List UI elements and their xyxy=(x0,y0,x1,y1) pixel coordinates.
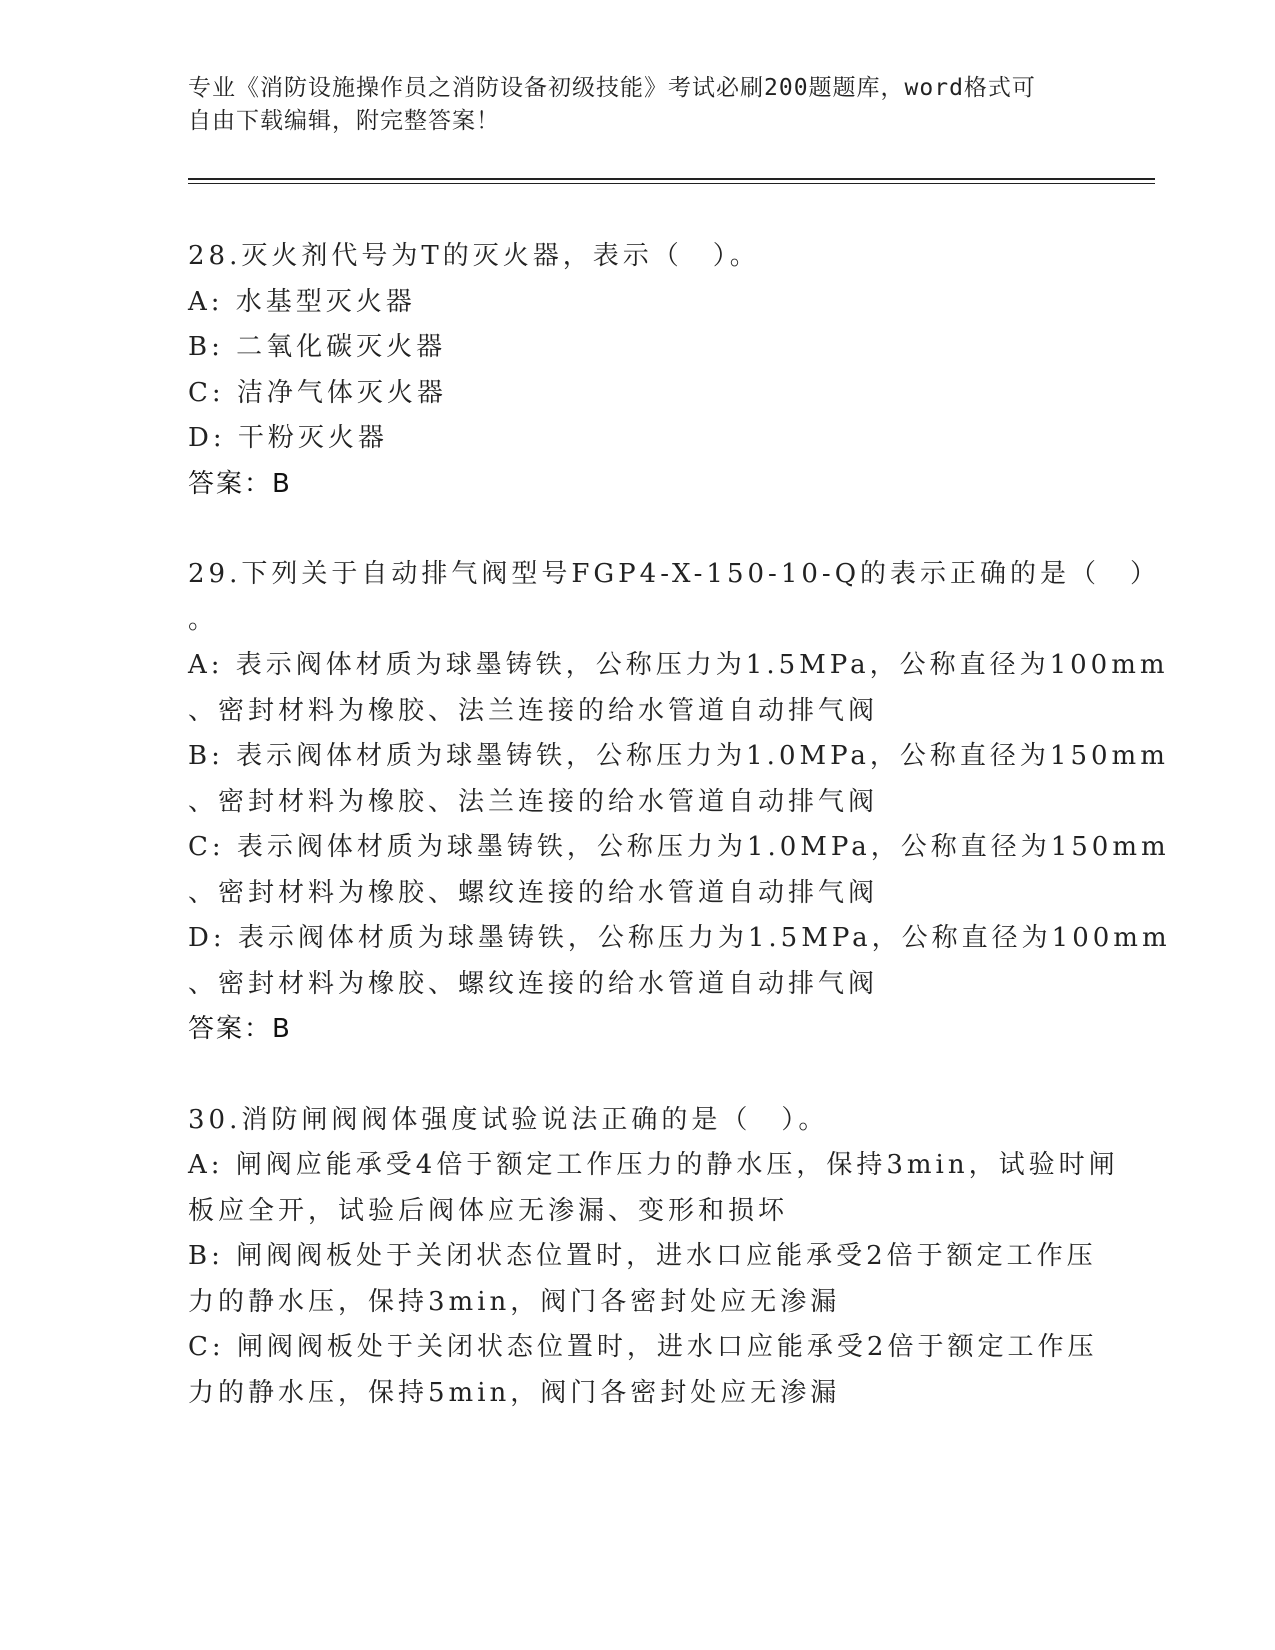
question-list xyxy=(188,234,1171,1416)
option-b: B: 闸阀阀板处于关闭状态位置时，进水口应能承受2倍于额定工作压 xyxy=(188,1241,1097,1271)
option-b: B: 二氧化碳灭火器 xyxy=(188,332,447,362)
option-b-continued: 、密封材料为橡胶、法兰连接的给水管道自动排气阀 xyxy=(188,786,879,817)
option-d: D: 表示阀体材质为球墨铸铁，公称压力为1.5MPa，公称直径为100mm xyxy=(188,923,1171,953)
document-header xyxy=(188,72,1088,138)
question-30 xyxy=(188,1098,1119,1417)
option-c: C: 洁净气体灭火器 xyxy=(188,377,447,408)
question-stem: 29.下列关于自动排气阀型号FGP4-X-150-10-Q的表示正确的是（ ） xyxy=(188,559,1161,589)
option-a-continued: 板应全开，试验后阀体应无渗漏、变形和损坏 xyxy=(188,1195,789,1226)
option-c-continued: 力的静水压，保持5min，阀门各密封处应无渗漏 xyxy=(188,1377,841,1408)
header-title-line-1: 专业《消防设施操作员之消防设备初级技能》考试必刷200题题库，word格式可 xyxy=(188,75,1036,101)
question-stem: 30.消防闸阀阀体强度试验说法正确的是（ ）。 xyxy=(188,1104,829,1135)
option-c-continued: 、密封材料为橡胶、螺纹连接的给水管道自动排气阀 xyxy=(188,877,879,908)
option-a: A: 闸阀应能承受4倍于额定工作压力的静水压，保持3min，试验时闸 xyxy=(188,1150,1119,1180)
option-b: B: 表示阀体材质为球墨铸铁，公称压力为1.0MPa，公称直径为150mm xyxy=(188,741,1169,771)
question-spacer xyxy=(188,507,1088,552)
option-a: A: 水基型灭火器 xyxy=(188,286,416,317)
option-a: A: 表示阀体材质为球墨铸铁，公称压力为1.5MPa，公称直径为100mm xyxy=(188,650,1169,680)
option-d-continued: 、密封材料为橡胶、螺纹连接的给水管道自动排气阀 xyxy=(188,968,879,999)
question-stem: 28.灭火剂代号为T的灭火器，表示（ ）。 xyxy=(188,241,760,271)
question-29 xyxy=(188,552,1171,1053)
header-title-line-2: 自由下载编辑，附完整答案！ xyxy=(188,108,500,134)
option-c: C: 闸阀阀板处于关闭状态位置时，进水口应能承受2倍于额定工作压 xyxy=(188,1332,1098,1362)
header-divider-thin xyxy=(188,183,1155,184)
option-d: D: 干粉灭火器 xyxy=(188,423,388,453)
answer-label: 答案：B xyxy=(188,1014,292,1044)
option-a-continued: 、密封材料为橡胶、法兰连接的给水管道自动排气阀 xyxy=(188,695,879,726)
question-spacer xyxy=(188,1053,1088,1098)
option-b-continued: 力的静水压，保持3min，阀门各密封处应无渗漏 xyxy=(188,1286,841,1317)
option-c: C: 表示阀体材质为球墨铸铁，公称压力为1.0MPa，公称直径为150mm xyxy=(188,832,1170,862)
answer-label: 答案：B xyxy=(188,468,292,499)
question-stem-continued: 。 xyxy=(188,604,219,635)
header-divider-thick xyxy=(188,178,1155,180)
question-28 xyxy=(188,234,1088,507)
